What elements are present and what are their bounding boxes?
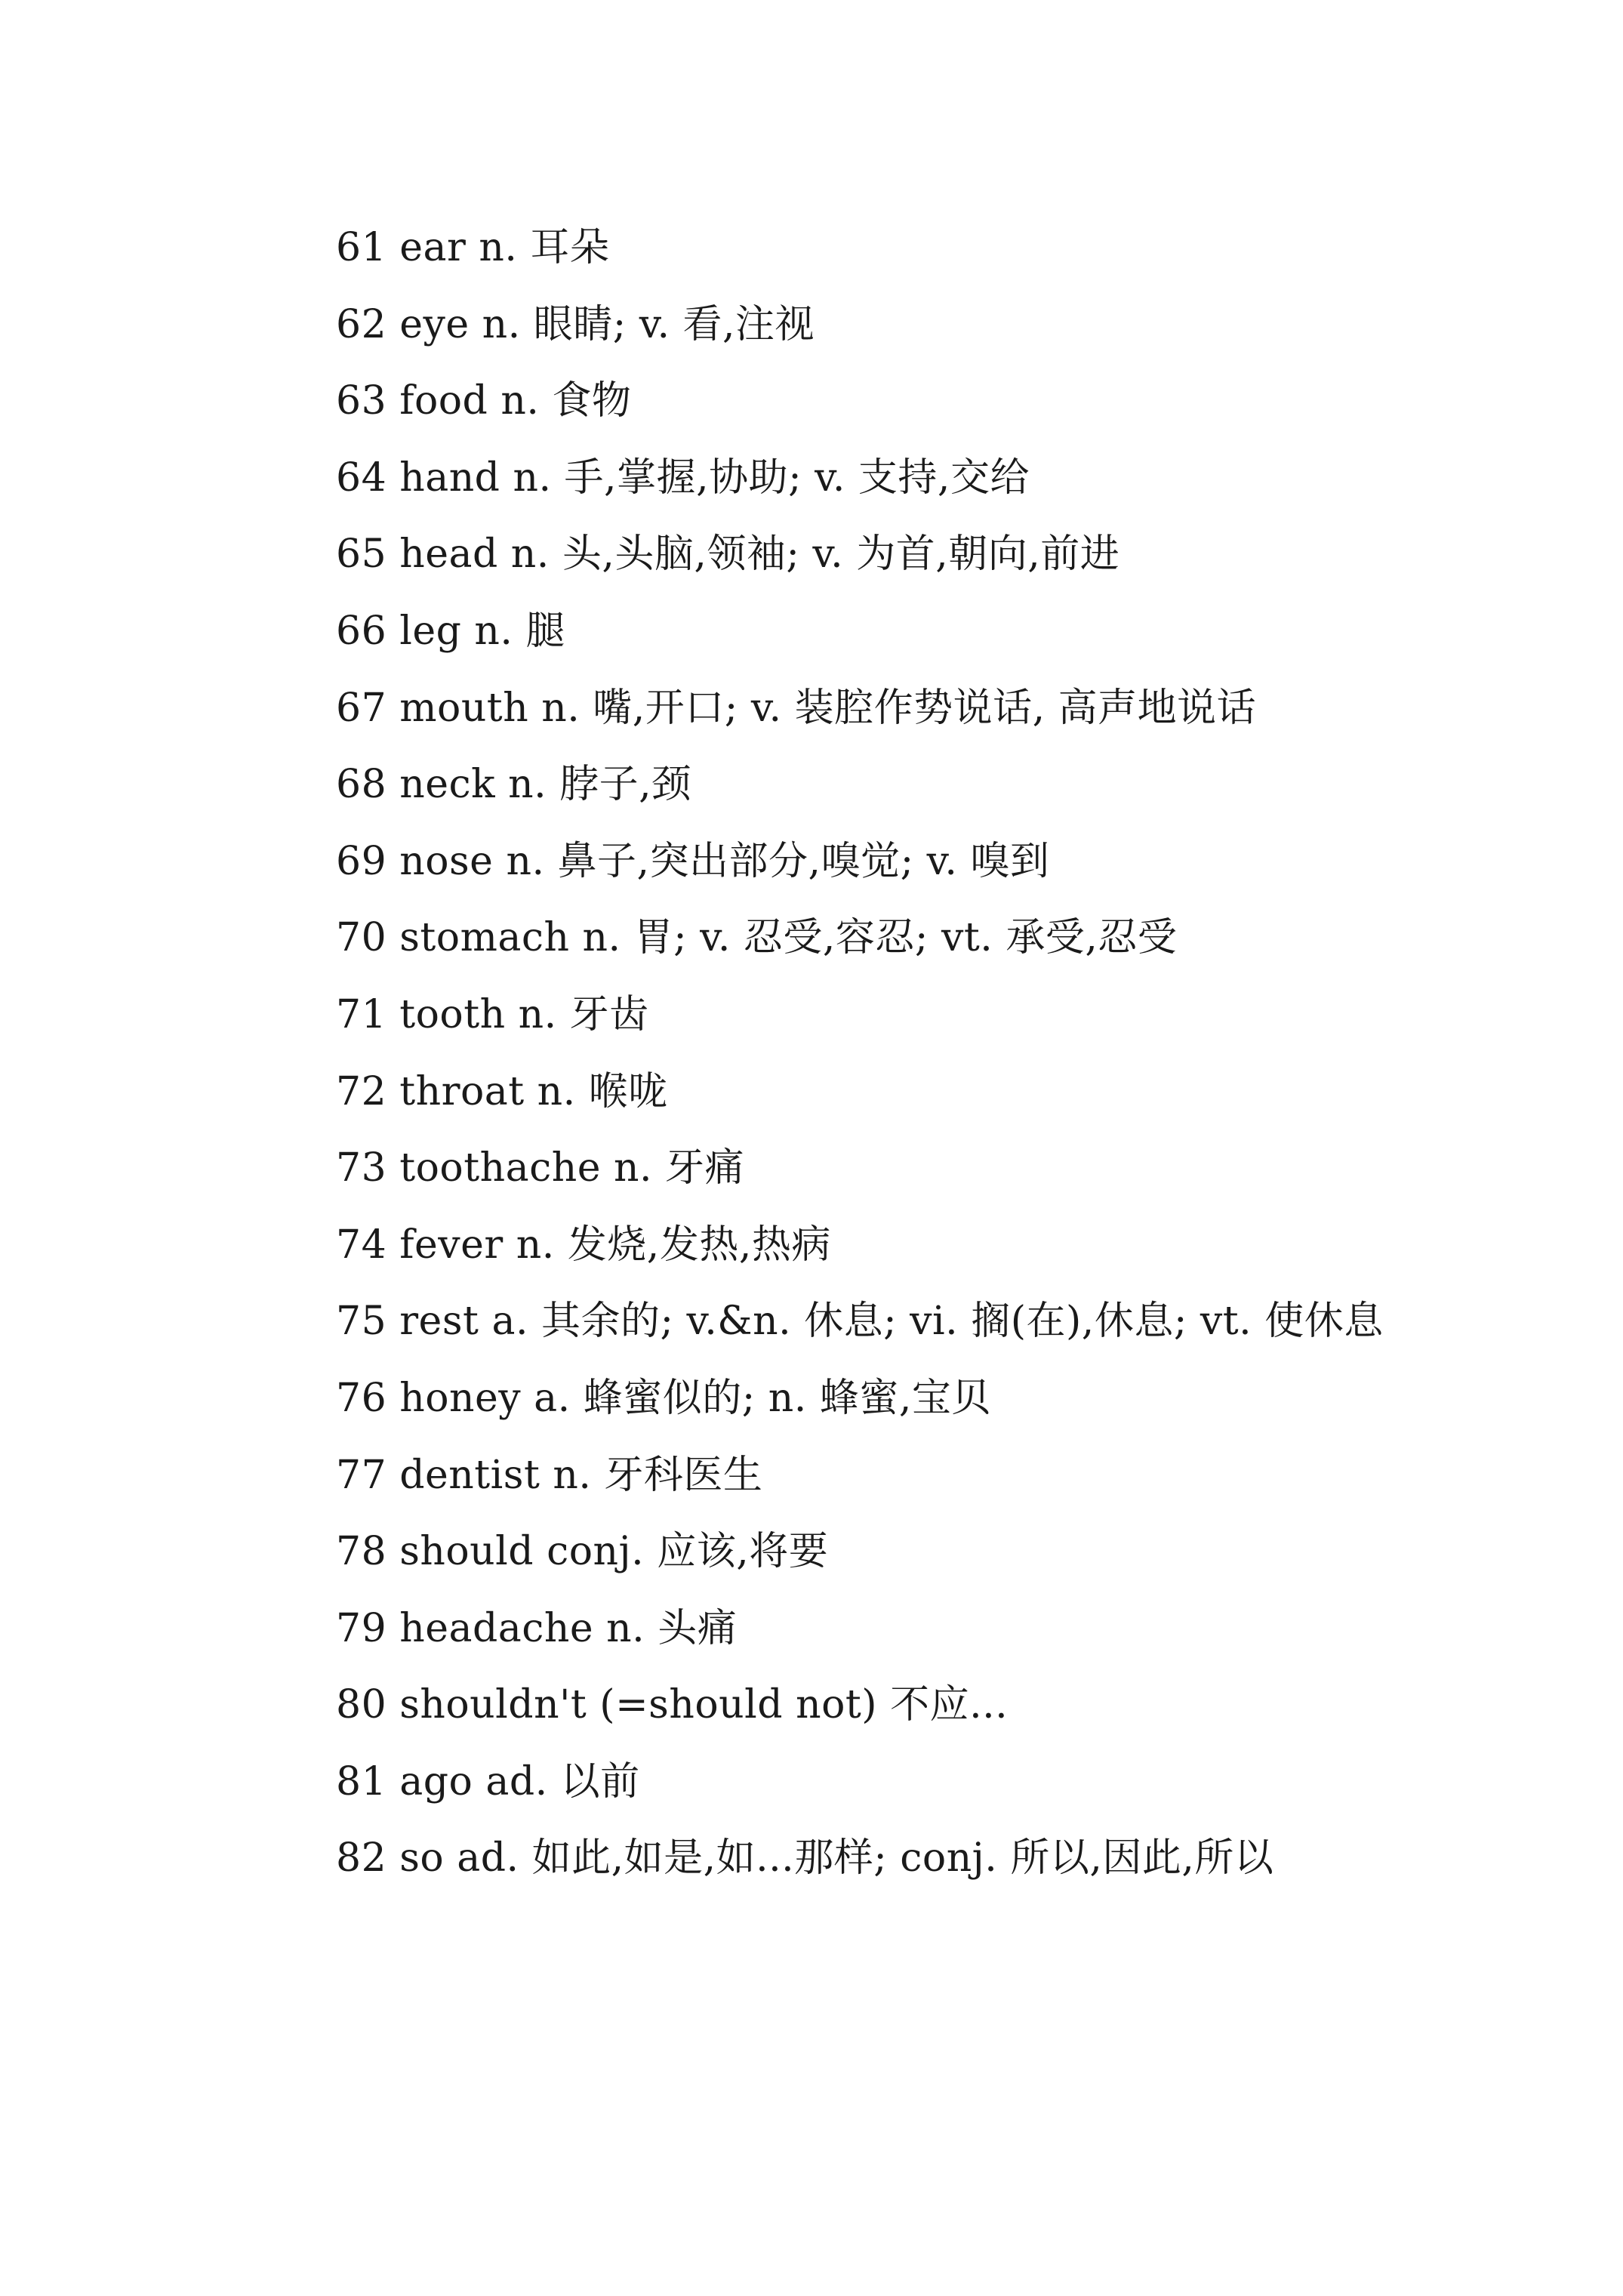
vocab-entry: 63 food n. 食物 [336,378,632,424]
vocab-entry: 65 head n. 头,头脑,领袖; v. 为首,朝向,前进 [336,532,1120,578]
vocab-entry: 68 neck n. 脖子,颈 [336,762,691,808]
vocab-entry: 73 toothache n. 牙痛 [336,1145,745,1191]
vocab-entry: 82 so ad. 如此,如是,如...那样; conj. 所以,因此,所以 [336,1835,1274,1881]
vocab-entry: 66 leg n. 腿 [336,608,565,654]
vocab-entry: 79 headache n. 头痛 [336,1605,738,1651]
vocab-entry: 70 stomach n. 胃; v. 忍受,容忍; vt. 承受,忍受 [336,915,1178,961]
vocab-entry: 78 should conj. 应该,将要 [336,1529,829,1575]
vocab-entry: 71 tooth n. 牙齿 [336,991,649,1037]
vocab-entry: 76 honey a. 蜂蜜似的; n. 蜂蜜,宝贝 [336,1375,991,1421]
vocab-entry: 67 mouth n. 嘴,开口; v. 装腔作势说话, 高声地说话 [336,685,1257,731]
vocabulary-list [246,210,1394,1897]
vocab-entry: 80 shouldn't (=should not) 不应... [336,1682,1009,1728]
vocab-entry: 74 fever n. 发烧,发热,热病 [336,1222,831,1268]
vocab-entry: 75 rest a. 其余的; v.&n. 休息; vi. 搁(在),休息; vt. 使休息 [336,1299,1384,1345]
vocab-entry: 69 nose n. 鼻子,突出部分,嗅觉; v. 嗅到 [336,838,1050,884]
vocab-entry: 61 ear n. 耳朵 [336,225,610,270]
vocab-entry: 81 ago ad. 以前 [336,1758,640,1804]
vocab-entry: 64 hand n. 手,掌握,协助; v. 支持,交给 [336,455,1030,501]
vocab-entry: 77 dentist n. 牙科医生 [336,1452,763,1498]
vocab-entry: 72 throat n. 喉咙 [336,1068,668,1114]
vocab-entry: 62 eye n. 眼睛; v. 看,注视 [336,301,815,347]
